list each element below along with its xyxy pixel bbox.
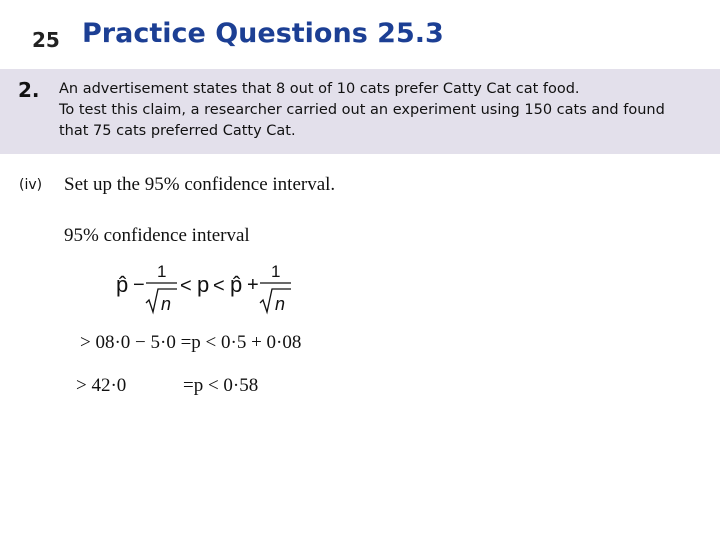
formula-numerator-right: 1 [271, 262, 281, 281]
formula-numerator-left: 1 [157, 262, 167, 281]
formula-p: p [197, 272, 210, 297]
question-line: An advertisement states that 8 out of 10 cats prefer Catty Cat cat food. [59, 81, 580, 97]
working-line-2-right: =p < 0·58 [183, 375, 259, 396]
question-number: 2. [18, 78, 40, 102]
formula-n-left: n [161, 294, 172, 314]
confidence-interval-formula [116, 259, 306, 319]
chapter-number: 25 [32, 28, 60, 52]
formula-p-hat-right: p̂ [230, 272, 243, 297]
question-line: To test this claim, a researcher carried out an experiment using 150 cats and found [59, 102, 665, 118]
question-text [59, 79, 709, 142]
part-text: Set up the 95% confidence interval. [64, 174, 336, 195]
confidence-interval-label: 95% confidence interval [64, 225, 250, 246]
formula-less-than-left: < [180, 275, 192, 297]
part-label: (iv) [19, 177, 43, 193]
formula-n-right: n [275, 294, 286, 314]
working-line-2-left: > 42·0 [76, 375, 127, 396]
formula-plus: + [247, 274, 259, 296]
question-line: that 75 cats preferred Catty Cat. [59, 123, 296, 139]
working-line-1: > 08·0 − 5·0 =p < 0·5 + 0·08 [80, 332, 302, 353]
formula-less-than-right: < [213, 275, 225, 297]
formula-p-hat-left: p̂ [116, 272, 129, 297]
formula-minus: − [133, 274, 145, 296]
question-band [0, 69, 720, 154]
page-title: Practice Questions 25.3 [82, 18, 444, 49]
